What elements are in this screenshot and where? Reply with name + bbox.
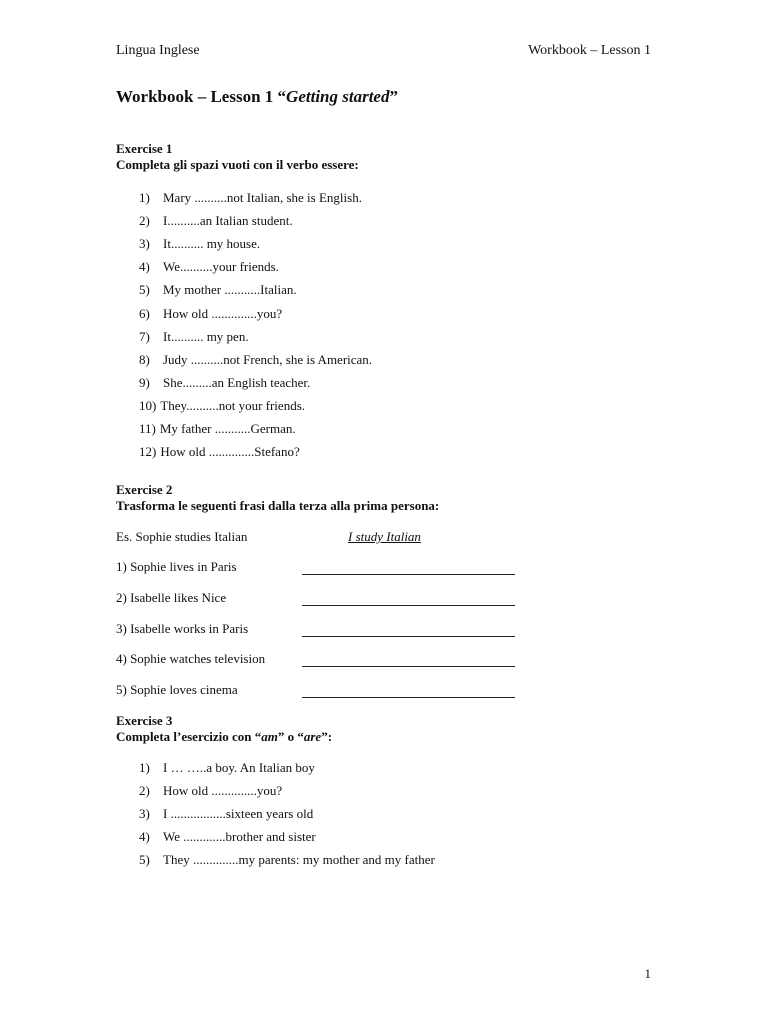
item-text: They..........not your friends. xyxy=(160,397,306,413)
item-number: 2) xyxy=(139,213,150,229)
item-number: 5) xyxy=(139,852,150,868)
item-number: 8) xyxy=(139,351,150,367)
exercise2-item: 2) Isabelle likes Nice xyxy=(116,589,227,605)
exercise1-item xyxy=(139,352,372,368)
answer-line[interactable] xyxy=(302,666,515,667)
item-number: 5) xyxy=(139,282,150,298)
exercise1-item xyxy=(139,444,300,460)
item-text: I..........an Italian student. xyxy=(163,213,293,229)
title-prefix: Workbook – Lesson 1 “ xyxy=(116,87,287,106)
exercise1-item xyxy=(139,375,310,391)
item-text: We .............brother and sister xyxy=(163,829,316,845)
item-number: 2) xyxy=(139,783,150,799)
item-text: We..........your friends. xyxy=(163,259,279,275)
exercise3-item xyxy=(139,783,282,799)
exercise2-item: 1) Sophie lives in Paris xyxy=(116,559,237,574)
item-number: 9) xyxy=(139,374,150,390)
exercise2-instruction: Trasforma le seguenti frasi dalla terza alla prima persona: xyxy=(116,498,440,513)
item-text: They ..............my parents: my mother and my father xyxy=(163,852,435,868)
item-number: 3) xyxy=(139,236,150,252)
exercise1-item xyxy=(139,421,296,437)
item-number: 4) xyxy=(139,829,150,845)
title-suffix: ” xyxy=(389,87,398,106)
exercise1-item xyxy=(139,329,249,345)
ex3-instr-prefix: Completa l’esercizio con “ xyxy=(116,729,262,744)
item-text: My father ...........German. xyxy=(159,421,296,436)
exercise2-example-prompt: Es. Sophie studies Italian xyxy=(116,529,248,544)
exercise1-instruction: Completa gli spazi vuoti con il verbo essere: xyxy=(116,157,359,172)
item-text: How old ..............you? xyxy=(163,783,283,799)
page-title xyxy=(116,87,398,107)
exercise1-item xyxy=(139,398,305,414)
item-number: 11) xyxy=(139,421,156,436)
ex3-instr-am: am xyxy=(261,729,278,744)
exercise3-instruction xyxy=(116,729,332,745)
exercise1-heading: Exercise 1 xyxy=(116,141,173,156)
ex3-instr-middle: ” o “ xyxy=(277,729,304,744)
item-text: I … …..a boy. An Italian boy xyxy=(163,760,315,775)
item-number: 10) xyxy=(139,397,157,413)
exercise3-item xyxy=(139,852,435,868)
item-text: How old ..............you? xyxy=(163,305,283,321)
ex3-instr-are: are xyxy=(303,729,322,744)
exercise2-item: 5) Sophie loves cinema xyxy=(116,682,238,698)
exercise1-item xyxy=(139,282,297,298)
exercise2-example-answer: I study Italian xyxy=(348,529,421,544)
item-number: 1) xyxy=(139,760,150,775)
answer-line[interactable] xyxy=(302,697,515,698)
exercise3-item xyxy=(139,760,315,776)
answer-line[interactable] xyxy=(302,605,515,606)
item-number: 7) xyxy=(139,328,150,344)
item-text: It.......... my pen. xyxy=(163,328,249,344)
ex3-instr-suffix: ”: xyxy=(321,729,333,744)
item-number: 3) xyxy=(139,806,150,822)
answer-line[interactable] xyxy=(302,636,515,637)
item-text: My mother ...........Italian. xyxy=(163,282,297,298)
item-text: Judy ..........not French, she is American. xyxy=(163,351,373,367)
exercise1-item xyxy=(139,259,279,275)
exercise2-item: 3) Isabelle works in Paris xyxy=(116,620,249,636)
title-italic: Getting started xyxy=(286,87,390,106)
item-text: She.........an English teacher. xyxy=(163,374,311,390)
exercise2-item: 4) Sophie watches television xyxy=(116,651,266,667)
item-text: Mary ..........not Italian, she is English. xyxy=(163,190,362,205)
header-right-text: Workbook – Lesson 1 xyxy=(528,43,651,58)
item-text: I .................sixteen years old xyxy=(163,806,314,822)
exercise2-heading: Exercise 2 xyxy=(116,482,173,497)
exercise1-item xyxy=(139,213,293,229)
item-text: It.......... my house. xyxy=(163,236,261,252)
exercise1-item xyxy=(139,236,260,252)
header-left-text: Lingua Inglese xyxy=(116,43,200,58)
exercise3-heading: Exercise 3 xyxy=(116,713,173,728)
exercise3-item xyxy=(139,829,316,845)
item-number: 12) xyxy=(139,444,157,460)
item-number: 1) xyxy=(139,190,150,205)
exercise1-item xyxy=(139,190,362,206)
item-number: 6) xyxy=(139,305,150,321)
answer-line[interactable] xyxy=(302,574,515,575)
exercise1-item xyxy=(139,306,282,322)
exercise3-item xyxy=(139,806,313,822)
item-number: 4) xyxy=(139,259,150,275)
item-text: How old ..............Stefano? xyxy=(160,444,300,460)
page-number: 1 xyxy=(644,966,651,981)
